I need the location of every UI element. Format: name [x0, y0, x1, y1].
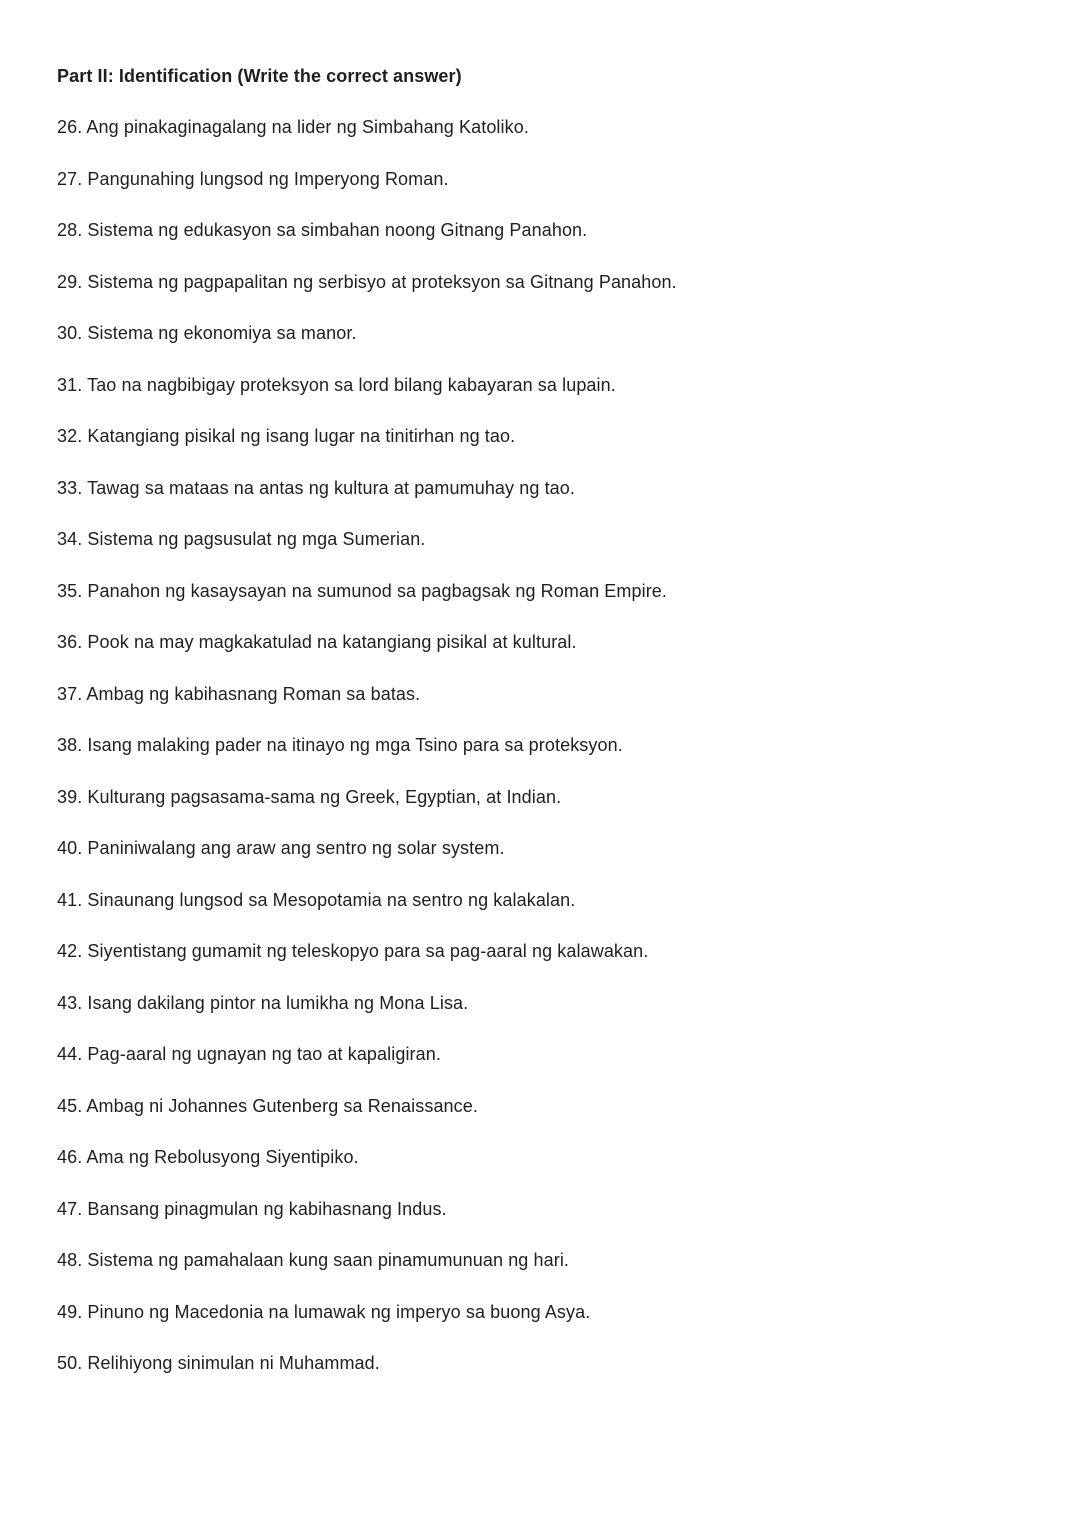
question-item: 29. Sistema ng pagpapalitan ng serbisyo at proteksyon sa Gitnang Panahon. [57, 271, 677, 292]
question-item: 31. Tao na nagbibigay proteksyon sa lord bilang kabayaran sa lupain. [57, 374, 616, 395]
question-item: 27. Pangunahing lungsod ng Imperyong Roman. [57, 168, 449, 189]
question-item: 33. Tawag sa mataas na antas ng kultura at pamumuhay ng tao. [57, 477, 575, 498]
question-item: 40. Paniniwalang ang araw ang sentro ng solar system. [57, 838, 505, 858]
question-item: 26. Ang pinakaginagalang na lider ng Simbahang Katoliko. [57, 117, 529, 137]
question-item: 44. Pag-aaral ng ugnayan ng tao at kapaligiran. [57, 1044, 441, 1064]
question-item: 41. Sinaunang lungsod sa Mesopotamia na sentro ng kalakalan. [57, 889, 576, 910]
question-item: 49. Pinuno ng Macedonia na lumawak ng imperyo sa buong Asya. [57, 1301, 591, 1322]
question-item: 48. Sistema ng pamahalaan kung saan pinamumunuan ng hari. [57, 1250, 570, 1270]
question-item: 42. Siyentistang gumamit ng teleskopyo para sa pag-aaral ng kalawakan. [57, 941, 649, 961]
question-item: 28. Sistema ng edukasyon sa simbahan noong Gitnang Panahon. [57, 220, 588, 240]
question-item: 46. Ama ng Rebolusyong Siyentipiko. [57, 1147, 359, 1167]
question-item: 38. Isang malaking pader na itinayo ng mga Tsino para sa proteksyon. [57, 735, 623, 755]
question-item: 36. Pook na may magkakatulad na katangiang pisikal at kultural. [57, 632, 577, 652]
question-item: 34. Sistema ng pagsusulat ng mga Sumerian. [57, 529, 426, 549]
question-item: 32. Katangiang pisikal ng isang lugar na tinitirhan ng tao. [57, 426, 516, 446]
question-item: 35. Panahon ng kasaysayan na sumunod sa pagbagsak ng Roman Empire. [57, 580, 667, 601]
question-item: 47. Bansang pinagmulan ng kabihasnang Indus. [57, 1198, 447, 1219]
question-item: 43. Isang dakilang pintor na lumikha ng Mona Lisa. [57, 992, 469, 1013]
question-item: 30. Sistema ng ekonomiya sa manor. [57, 323, 357, 343]
question-item: 50. Relihiyong sinimulan ni Muhammad. [57, 1353, 380, 1373]
question-list [57, 117, 1020, 1374]
question-item: 45. Ambag ni Johannes Gutenberg sa Renaissance. [57, 1095, 478, 1116]
question-item: 39. Kulturang pagsasama-sama ng Greek, Egyptian, at Indian. [57, 786, 562, 807]
question-item: 37. Ambag ng kabihasnang Roman sa batas. [57, 683, 421, 704]
section-title: Part II: Identification (Write the correct answer) [57, 66, 462, 86]
